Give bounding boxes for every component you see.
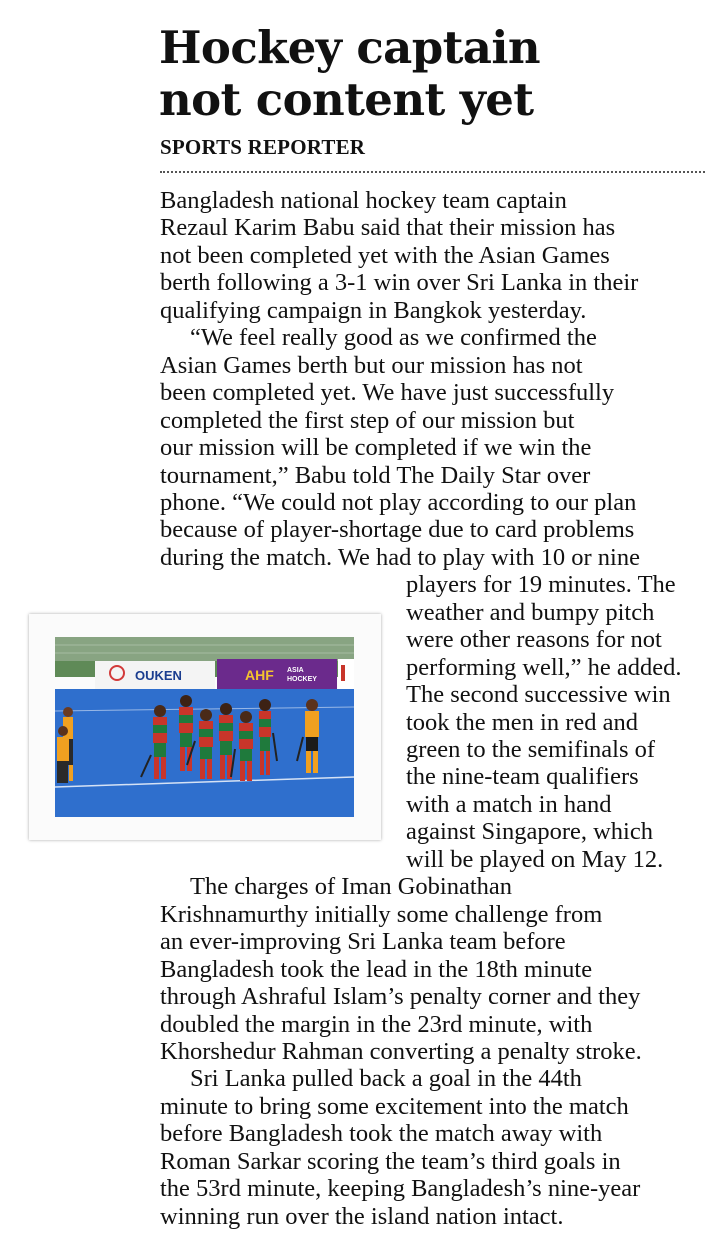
article-body-line: phone. “We could not play according to our plan xyxy=(160,488,637,516)
ad-board-ahf-text: AHF xyxy=(245,667,274,683)
article-body-line: against Singapore, which xyxy=(406,818,653,846)
article-body-line: before Bangladesh took the match away with xyxy=(160,1120,603,1148)
article-body-line: minute to bring some excitement into the match xyxy=(160,1092,629,1120)
ad-board-oaken-text: OUKEN xyxy=(135,668,182,683)
article-body-line: the nine-team qualifiers xyxy=(406,763,639,791)
article-body-line: The charges of Iman Gobinathan xyxy=(190,873,513,901)
ad-board-side xyxy=(338,659,354,691)
article-body-line: took the men in red and xyxy=(406,708,639,736)
article-body-line: during the match. We had to play with 10 or nine xyxy=(160,543,640,571)
article-body-line: completed the first step of our mission but xyxy=(160,406,575,434)
article-body-line: “We feel really good as we confirmed the xyxy=(190,324,597,352)
article-body-line: weather and bumpy pitch xyxy=(406,598,655,626)
article-body-line: an ever-improving Sri Lanka team before xyxy=(160,928,566,956)
article-body-line: qualifying campaign in Bangkok yesterday. xyxy=(160,296,587,324)
article-body-line: players for 19 minutes. The xyxy=(406,571,676,599)
article-body-line: Sri Lanka pulled back a goal in the 44th xyxy=(190,1065,582,1093)
article-body-line: tournament,” Babu told The Daily Star over xyxy=(160,461,591,489)
article-body-line: The second successive win xyxy=(406,681,671,709)
article-body-line: performing well,” he added. xyxy=(406,653,682,681)
article-body-line: Asian Games berth but our mission has not xyxy=(160,351,583,379)
article-body-line: Rezaul Karim Babu said that their mission has xyxy=(160,214,616,242)
ad-board-ahf xyxy=(217,659,337,691)
headline-line-2: not content yet xyxy=(159,73,534,126)
article-body-line: Khorshedur Rahman converting a penalty stroke. xyxy=(160,1037,642,1065)
article-body-line: will be played on May 12. xyxy=(406,845,664,873)
headline xyxy=(159,22,699,126)
article-body-line: Krishnamurthy initially some challenge from xyxy=(160,900,603,928)
article-body-line: doubled the margin in the 23rd minute, with xyxy=(160,1010,593,1038)
ad-board-hockey-text: HOCKEY xyxy=(287,676,317,683)
article-body-line: been completed yet. We have just successfully xyxy=(160,379,615,407)
headline-line-1: Hockey captain xyxy=(159,21,540,74)
article-body-line: the 53rd minute, keeping Bangladesh’s nine-year xyxy=(160,1175,641,1203)
article-body-line: Bangladesh took the lead in the 18th minute xyxy=(160,955,593,983)
hockey-match-photo xyxy=(55,637,354,817)
byline: SPORTS REPORTER xyxy=(160,135,366,159)
article-body-line: through Ashraful Islam’s penalty corner and they xyxy=(160,983,641,1011)
article-body-line: our mission will be completed if we win the xyxy=(160,434,592,462)
byline-divider xyxy=(160,171,705,173)
article-body-line: berth following a 3-1 win over Sri Lanka in their xyxy=(160,269,639,297)
article-body-line: Roman Sarkar scoring the team’s third goals in xyxy=(160,1147,621,1175)
article-body-line: were other reasons for not xyxy=(406,626,662,654)
article-body-line: Bangladesh national hockey team captain xyxy=(160,187,567,214)
article-body-line: winning run over the island nation intact. xyxy=(160,1202,564,1230)
ad-board-asia-text: ASIA xyxy=(287,667,304,674)
article-body-line: because of player-shortage due to card problems xyxy=(160,516,635,544)
article-body-line: not been completed yet with the Asian Games xyxy=(160,241,610,269)
goal-net xyxy=(55,637,354,661)
article-body-line: green to the semifinals of xyxy=(406,736,656,763)
article-body-line: with a match in hand xyxy=(406,790,612,818)
